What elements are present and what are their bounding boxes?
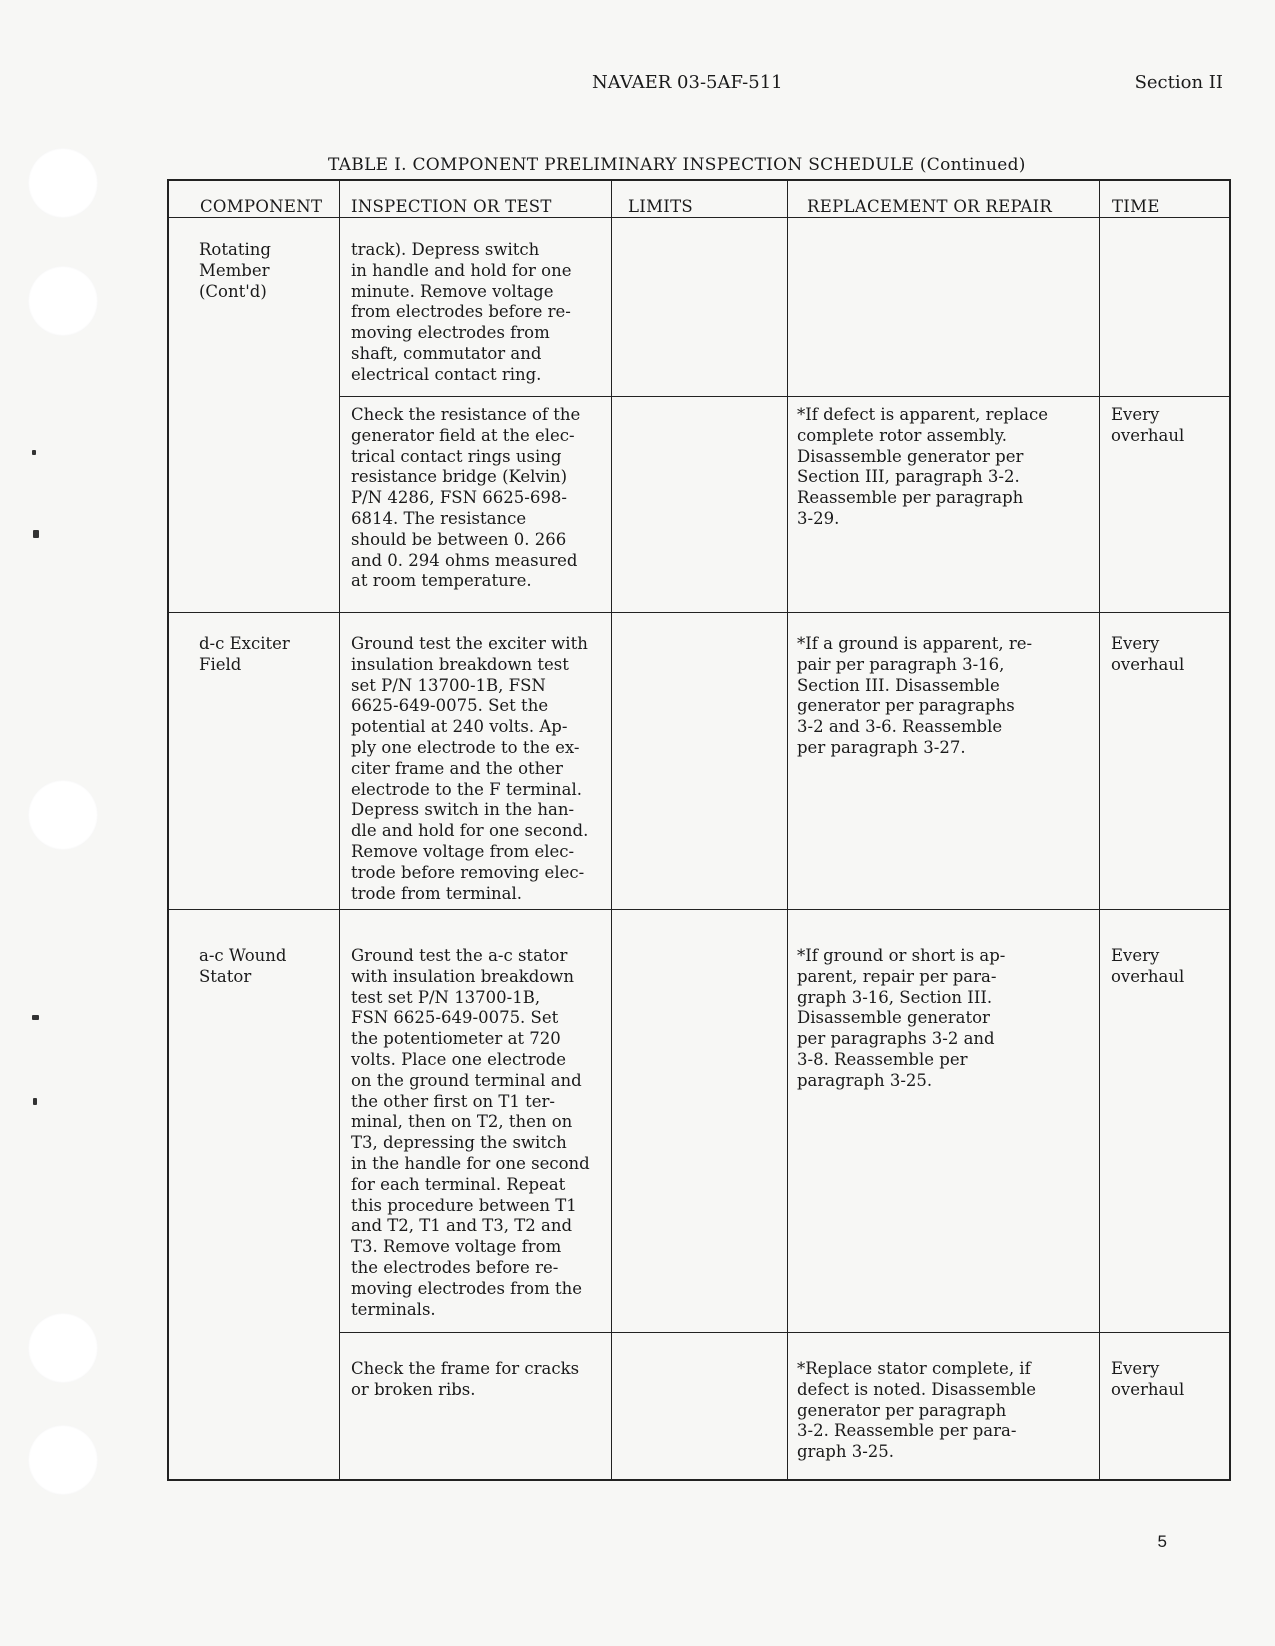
column-header-component: COMPONENT <box>200 197 323 216</box>
cell-replacement: *If ground or short is ap- parent, repair per para- graph 3-16, Section III. Disassemble generator per paragraphs 3-2 and 3-8. Reassemble per paragraph 3-25. <box>797 946 1006 1090</box>
cell-time: Every overhaul <box>1111 634 1185 674</box>
cell-replacement: *Replace stator complete, if defect is noted. Disassemble generator per paragraph 3-2. Reassemble per para- graph 3-25. <box>797 1359 1037 1462</box>
row-divider <box>339 1332 1229 1333</box>
scan-speck <box>32 450 36 455</box>
column-divider <box>339 179 340 1479</box>
inspection-table <box>167 179 1231 1481</box>
row-divider <box>339 396 1229 397</box>
cell-time: Every overhaul <box>1111 405 1185 445</box>
cell-time: Every overhaul <box>1111 946 1185 986</box>
column-divider <box>787 179 788 1479</box>
cell-component: a-c Wound Stator <box>199 946 287 986</box>
column-divider <box>1099 179 1100 1479</box>
row-divider <box>167 612 1229 613</box>
binder-hole <box>28 1425 98 1495</box>
cell-inspection: track). Depress switch in handle and hold for one minute. Remove voltage from electrodes before re- moving electrodes from shaft, commutator and electrical contact ring. <box>351 240 572 384</box>
cell-inspection: Check the resistance of the generator field at the elec- trical contact rings using resistance bridge (Kelvin) P/N 4286, FSN 6625-698- 6814. The resistance should be between 0. 266 and 0. 294 ohms measured at room temperature. <box>351 405 581 591</box>
header-row-divider <box>167 217 1229 218</box>
cell-inspection: Check the frame for cracks or broken ribs. <box>351 1359 580 1399</box>
scan-speck <box>32 1015 39 1020</box>
column-header-replacement: REPLACEMENT OR REPAIR <box>807 197 1053 216</box>
column-header-limits: LIMITS <box>628 197 693 216</box>
binder-hole <box>28 148 98 218</box>
cell-component: d-c Exciter Field <box>199 634 290 674</box>
binder-hole <box>28 1313 98 1383</box>
column-header-time: TIME <box>1112 197 1160 216</box>
cell-component: Rotating Member (Cont'd) <box>199 240 271 301</box>
page-number: 5 <box>1157 1532 1167 1551</box>
row-divider <box>167 909 1229 910</box>
cell-inspection: Ground test the exciter with insulation breakdown test set P/N 13700-1B, FSN 6625-649-0075. Set the potential at 240 volts. Ap- ply one electrode to the ex- citer frame and the other electrode to the F terminal. Depress switch in the han- dle and hold for one second. Remove voltage from elec- trode before removing elec- trode from terminal. <box>351 634 589 903</box>
scan-speck <box>33 530 39 538</box>
cell-replacement: *If defect is apparent, replace complete rotor assembly. Disassemble generator per Section III, paragraph 3-2. Reassemble per paragraph 3-29. <box>797 405 1048 528</box>
cell-replacement: *If a ground is apparent, re- pair per paragraph 3-16, Section III. Disassemble generator per paragraphs 3-2 and 3-6. Reassemble per paragraph 3-27. <box>797 634 1033 757</box>
cell-inspection: Ground test the a-c stator with insulation breakdown test set P/N 13700-1B, FSN 6625-649-0075. Set the potentiometer at 720 volts. Place one electrode on the ground terminal and the other first on T1 ter- minal, then on T2, then on T3, depressing the switch in the handle for one second for each terminal. Repeat this procedure between T1 and T2, T1 and T3, T2 and T3. Remove voltage from the electrodes before re- moving electrodes from the terminals. <box>351 946 590 1319</box>
binder-hole <box>28 780 98 850</box>
column-divider <box>611 179 612 1479</box>
scan-speck <box>33 1098 37 1105</box>
column-header-inspection: INSPECTION OR TEST <box>351 197 552 216</box>
cell-time: Every overhaul <box>1111 1359 1185 1399</box>
binder-hole <box>28 266 98 336</box>
document-number: NAVAER 03-5AF-511 <box>592 72 783 93</box>
section-label: Section II <box>1134 72 1223 93</box>
table-title: TABLE I. COMPONENT PRELIMINARY INSPECTION SCHEDULE (Continued) <box>328 155 1026 175</box>
